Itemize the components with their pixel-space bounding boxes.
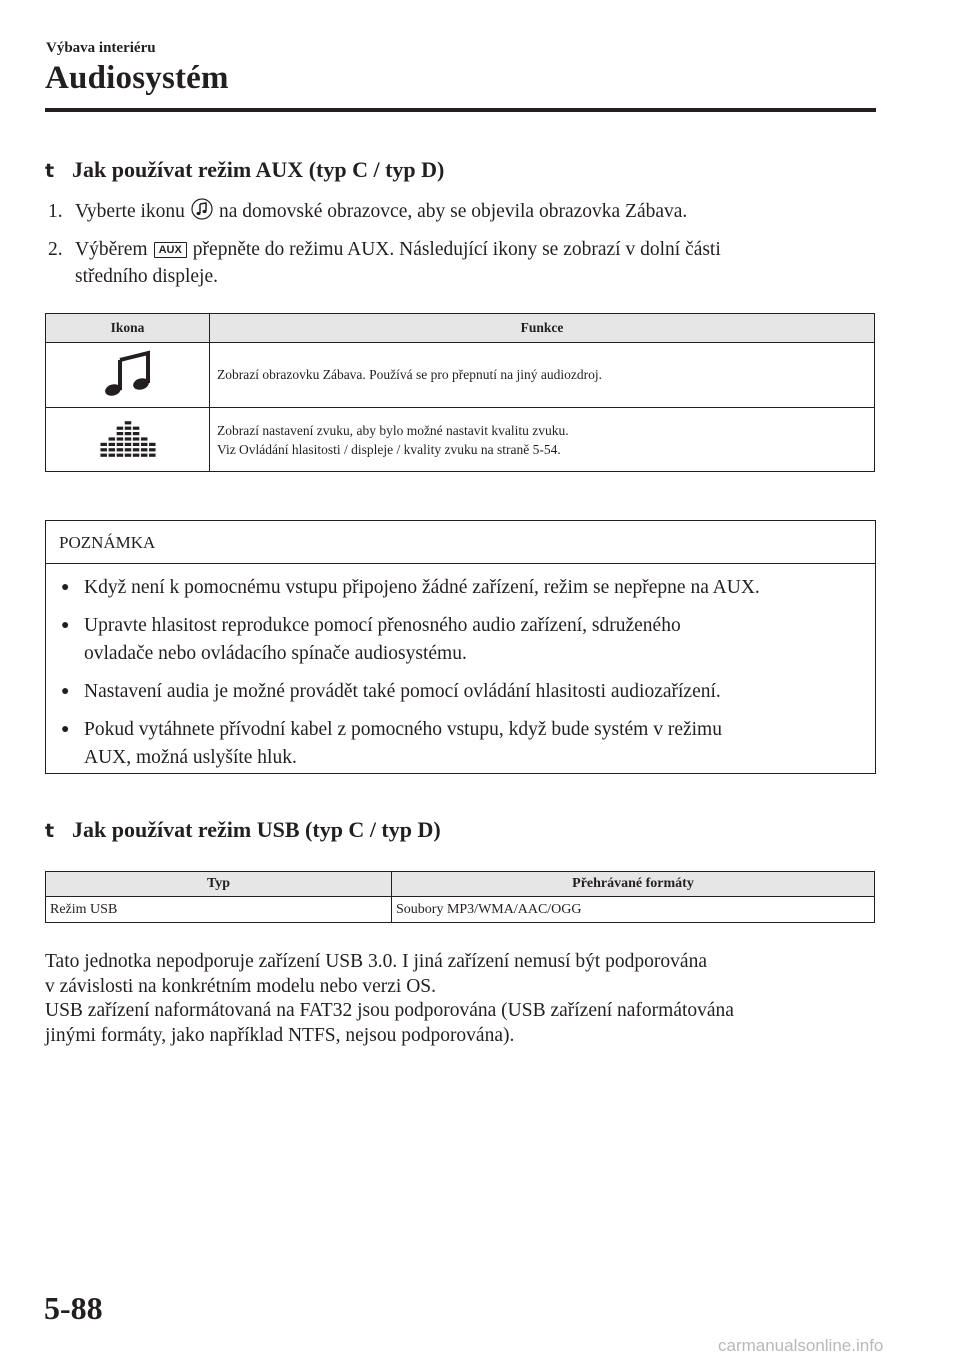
bullet-icon: ● [61,580,70,595]
page-number: 5-88 [44,1290,103,1326]
table-cell: Zobrazí nastavení zvuku, aby bylo možné nastavit kvalitu zvuku. Viz Ovládání hlasitosti / displeje / kvality zvuku na straně 5-54. [210,408,875,472]
icons-table [45,313,875,472]
watermark: carmanualsonline.info [718,1336,884,1355]
step-2-continuation: středního displeje. [75,266,218,287]
title-rule [45,108,876,112]
column-header: Ikona [46,314,210,343]
usb-heading [45,817,441,843]
usb-paragraph: Tato jednotka nepodporuje zařízení USB 3.0. I jiná zařízení nemusí být podporována v závislosti na konkrétním modelu nebo verzi OS. USB zařízení naformátovaná na FAT32 jsou podporována (USB zařízení naformátována jinými formáty, jako například NTFS, nejsou podporována). [45,951,734,1046]
table-row [46,343,875,408]
note-title: POZNÁMKA [46,521,875,564]
column-header: Funkce [210,314,875,343]
table-row [46,897,875,923]
table-header-row [46,872,875,897]
table-cell [46,408,210,472]
table-cell [46,343,210,408]
list-item: ● Nastavení audia je možné provádět také pomocí ovládání hlasitosti audiozařízení. [46,678,875,706]
aux-heading-text: Jak používat režim AUX (typ C / typ D) [72,157,445,182]
column-header: Typ [46,872,392,897]
bullet-icon: ● [61,618,70,633]
page-title: Audiosystém [45,60,229,96]
aux-badge-icon: AUX [154,242,187,258]
table-cell: Režim USB [46,897,392,923]
table-cell: Soubory MP3/WMA/AAC/OGG [392,897,875,923]
list-item: ● Pokud vytáhnete přívodní kabel z pomocného vstupu, když bude systém v režimu AUX, možná uslyšíte hluk. [46,716,875,772]
entertainment-note-icon [191,198,213,229]
list-item: ● Když není k pomocnému vstupu připojeno žádné zařízení, režim se nepřepne na AUX. [46,574,875,602]
heading-marker: t [45,160,55,182]
usb-heading-text: Jak používat režim USB (typ C / typ D) [72,817,441,842]
table-cell: Zobrazí obrazovku Zábava. Používá se pro přepnutí na jiný audiozdroj. [210,343,875,408]
bullet-icon: ● [61,722,70,737]
step-1: 1. Vyberte ikonu na domovské obrazovce, aby se objevila obrazovka Zábava. [48,198,687,229]
step-2: 2. Výběrem AUX přepněte do režimu AUX. Následující ikony se zobrazí v dolní části [48,239,721,260]
section-label: Výbava interiéru [46,40,156,56]
bullet-icon: ● [61,684,70,699]
usb-formats-table [45,871,875,923]
table-header-row [46,314,875,343]
heading-marker: t [45,820,55,842]
note-list [46,574,875,772]
list-item: ● Upravte hlasitost reprodukce pomocí přenosného audio zařízení, sdruženého ovladače nebo ovládacího spínače audiosystému. [46,612,875,668]
note-box [45,520,876,774]
column-header: Přehrávané formáty [392,872,875,897]
music-note-icon [98,384,158,399]
sound-settings-icon [98,448,158,463]
table-row [46,408,875,472]
aux-heading [45,157,444,183]
